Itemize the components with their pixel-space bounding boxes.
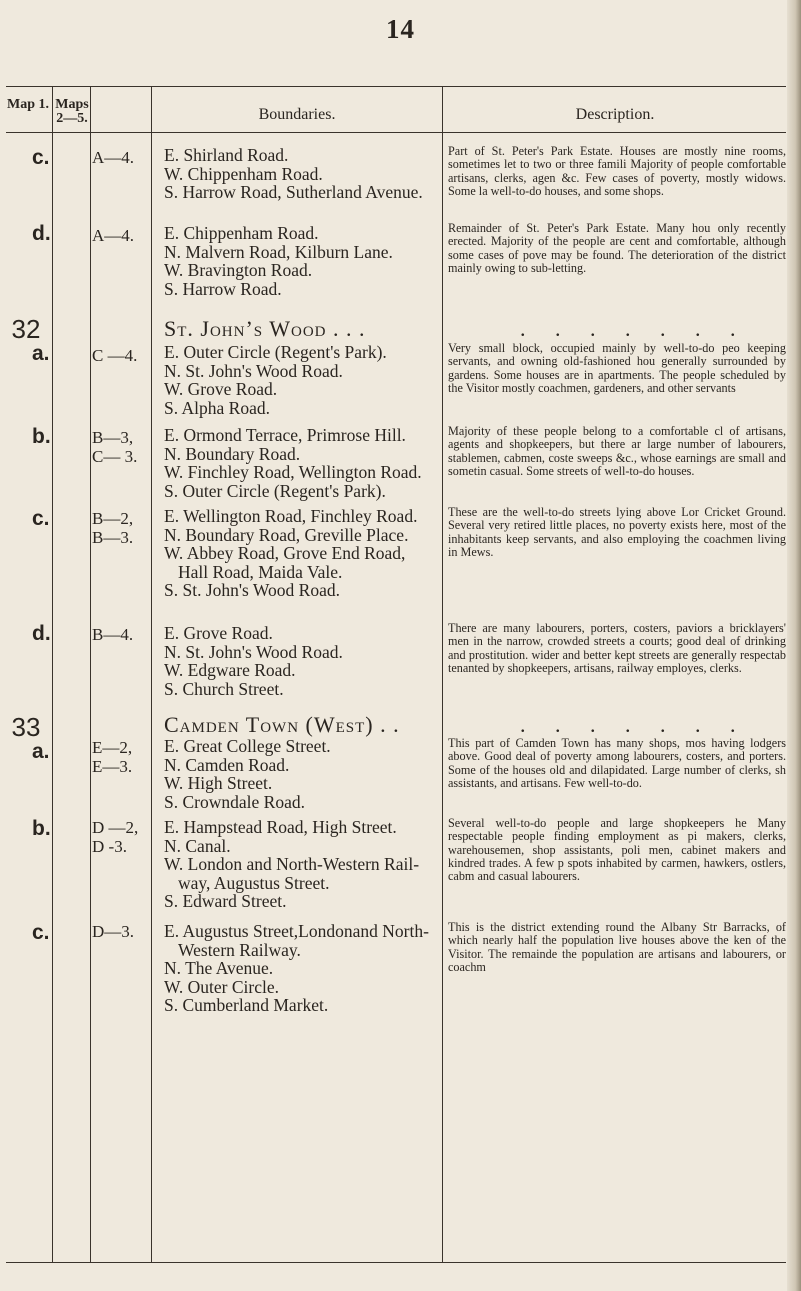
row-maps: [92, 738, 152, 776]
boundary-line: S. Edward Street.: [164, 891, 287, 911]
header-bottom-rule: [6, 132, 786, 133]
row-letter: c.: [32, 146, 50, 169]
row-boundaries: [164, 224, 434, 298]
row-maps-line: E—2,: [92, 738, 133, 757]
row-maps-line: E—3.: [92, 757, 133, 776]
header-maps: [54, 98, 90, 126]
col-divider-maps: [90, 86, 91, 1262]
boundary-line: E. Ormond Terrace, Primrose Hill.: [164, 425, 406, 445]
district-title: Camden Town (West) . .: [164, 712, 400, 737]
row-boundaries: [164, 426, 434, 500]
boundary-line: S. Harrow Road, Sutherland Avenue.: [164, 182, 423, 202]
header-map: [6, 98, 50, 112]
row-description: These are the well-to-do streets lying above Lor Cricket Ground. Several very retired little places, no poverty exists here, most of the inhabitants keep servants, and also employing the coachmen living in Mews.: [448, 506, 786, 559]
row-description: This is the district extending round the Albany Str Barracks, of which nearly half the population live houses above the ken of the Visitor. The remainde the population are artisans and labourers, or coachm: [448, 921, 786, 974]
boundary-line: S. Cumberland Market.: [164, 995, 329, 1015]
row-maps-line: C —4.: [92, 346, 138, 365]
row-maps: [92, 148, 152, 167]
row-maps-line: D -3.: [92, 837, 127, 856]
row-description: There are many labourers, porters, costers, paviors a bricklayers' men in the narrow, crowded streets a courts; good deal of drinking and prostitution. wider and better kept streets are generally respectab tenanted by shopkeepers, artisans, railway employes, clerks.: [448, 622, 786, 675]
row-boundaries: [164, 737, 434, 811]
boundary-line: W. Outer Circle.: [164, 976, 280, 997]
description-dots: . . . . . . .: [520, 316, 748, 341]
boundary-line: Hall Road, Maida Vale.: [178, 561, 343, 582]
row-maps-line: D —2,: [92, 818, 139, 837]
row-letter: c.: [32, 921, 50, 944]
row-description: Several well-to-do people and large shopkeepers he Many respectable people finding employment as pi makers, clerks, warehousemen, shop assistants, poli men, cabinet makers and kindred trades. A few p spots inhabited by carmen, hawkers, ostlers, cabm and casual labourers.: [448, 817, 786, 884]
boundary-line: N. Boundary Road, Greville Place.: [164, 524, 409, 545]
row-maps: [92, 509, 152, 547]
row-boundaries: [164, 343, 434, 417]
boundary-line: S. Church Street.: [164, 678, 284, 699]
boundary-line: E. Chippenham Road.: [164, 223, 319, 243]
boundary-line: W. Edgware Road.: [164, 660, 296, 680]
row-description: Remainder of St. Peter's Park Estate. Many hou only recently erected. Majority of the people are cent and comfortable, although some cases of pove may be found. The deterioration of the district mainly owing to sub-letting.: [448, 222, 786, 275]
row-boundaries: [164, 624, 434, 698]
row-letter: c.: [32, 507, 50, 530]
boundary-line: W. High Street.: [164, 773, 273, 793]
boundary-line: N. Canal.: [164, 835, 231, 856]
boundary-line: E. Grove Road.: [164, 623, 273, 643]
boundary-line: N. The Avenue.: [164, 958, 274, 978]
boundary-line: S. Harrow Road.: [164, 278, 282, 299]
district-title: St. John’s Wood . . .: [164, 316, 366, 341]
boundary-line: way, Augustus Street.: [178, 872, 330, 893]
row-description: Part of St. Peter's Park Estate. Houses are mostly nine rooms, sometimes let to two or three famili Majority of people comfortable artisans, clerks, agen &c. Few cases of poverty, mostly widows. Some la well-to-do houses, and some shops.: [448, 145, 786, 198]
boundary-line: S. Outer Circle (Regent's Park).: [164, 480, 386, 501]
row-maps: [92, 226, 152, 245]
col-divider-map: [52, 86, 53, 1262]
row-boundaries: [164, 507, 434, 600]
row-description: Very small block, occupied mainly by well-to-do peo keeping servants, and owning old-fashioned hou generally surrounded by gardens. Some houses are in apartments. The people scheduled by the Visitor mostly coachmen, gardeners, and other servants: [448, 342, 786, 395]
boundary-line: W. London and North-Western Rail-: [164, 854, 420, 874]
row-boundaries: [164, 922, 434, 1015]
boundary-line: W. Bravington Road.: [164, 260, 313, 280]
row-boundaries: [164, 146, 434, 202]
boundary-line: S. Alpha Road.: [164, 397, 270, 418]
row-letter: a.: [32, 342, 50, 365]
header-map-text: Map 1.: [7, 97, 49, 112]
description-dots: . . . . . . .: [520, 712, 748, 737]
boundary-line: E. Wellington Road, Finchley Road.: [164, 506, 418, 526]
boundary-line: W. Grove Road.: [164, 379, 278, 399]
boundary-line: N. Boundary Road.: [164, 443, 301, 464]
boundary-line: E. Outer Circle (Regent's Park).: [164, 342, 387, 362]
row-maps: [92, 346, 152, 365]
boundary-line: N. St. John's Wood Road.: [164, 641, 343, 662]
header-description: Description.: [575, 106, 655, 123]
boundary-line: W. Chippenham Road.: [164, 163, 323, 184]
district-number: 32: [11, 314, 41, 344]
row-maps: [92, 818, 152, 856]
page-edge-shadow: [787, 0, 801, 1291]
row-maps-line: B—3,: [92, 428, 134, 447]
row-maps-line: B—3.: [92, 528, 134, 547]
row-letter: d.: [32, 622, 51, 645]
row-letter: b.: [32, 817, 51, 840]
boundary-line: N. St. John's Wood Road.: [164, 360, 343, 381]
row-maps: [92, 922, 152, 941]
row-maps-line: A—4.: [92, 226, 135, 245]
row-maps-line: B—4.: [92, 625, 134, 644]
boundary-line: S. St. John's Wood Road.: [164, 580, 340, 600]
row-maps-line: C— 3.: [92, 447, 138, 466]
page-number: 14: [386, 14, 415, 44]
row-letter: a.: [32, 740, 50, 763]
header-boundaries: Boundaries.: [258, 106, 336, 123]
boundary-line: W. Abbey Road, Grove End Road,: [164, 543, 406, 563]
boundary-line: E. Hampstead Road, High Street.: [164, 817, 397, 837]
boundary-line: E. Shirland Road.: [164, 145, 289, 165]
row-maps: [92, 428, 152, 466]
row-description: Majority of these people belong to a comfortable cl of artisans, agents and shopkeepers, but there ar large number of labourers, stablemen, cabmen, coste sweeps &c., whose earnings are small and sometin casual. Some streets of well-to-do houses.: [448, 425, 786, 478]
table-top-rule: [6, 86, 786, 87]
col-divider-maps-right: [151, 86, 152, 1262]
boundary-line: Western Railway.: [178, 939, 301, 960]
table-bottom-rule: [6, 1262, 786, 1263]
col-divider-boundaries: [442, 86, 443, 1262]
boundary-line: E. Great College Street.: [164, 736, 331, 756]
row-maps-line: D—3.: [92, 922, 135, 941]
boundary-line: E. Augustus Street,Londonand North-: [164, 921, 429, 941]
row-description: This part of Camden Town has many shops, mos having lodgers above. Good deal of poverty among labourers, costers, and porters. Some of the houses old and dilapidated. Large number of clerks, sh assistants, and artisans. Few well-to-do.: [448, 737, 786, 790]
row-maps-line: A—4.: [92, 148, 135, 167]
row-maps: [92, 625, 152, 644]
boundary-line: N. Malvern Road, Kilburn Lane.: [164, 241, 393, 262]
row-letter: d.: [32, 222, 51, 245]
boundary-line: W. Finchley Road, Wellington Road.: [164, 462, 422, 482]
row-maps-line: B—2,: [92, 509, 134, 528]
district-number: 33: [11, 712, 41, 742]
header-maps-text: Maps 2—5.: [55, 97, 89, 126]
boundary-line: N. Camden Road.: [164, 754, 290, 775]
boundary-line: S. Crowndale Road.: [164, 791, 305, 812]
row-letter: b.: [32, 425, 51, 448]
row-boundaries: [164, 818, 434, 911]
